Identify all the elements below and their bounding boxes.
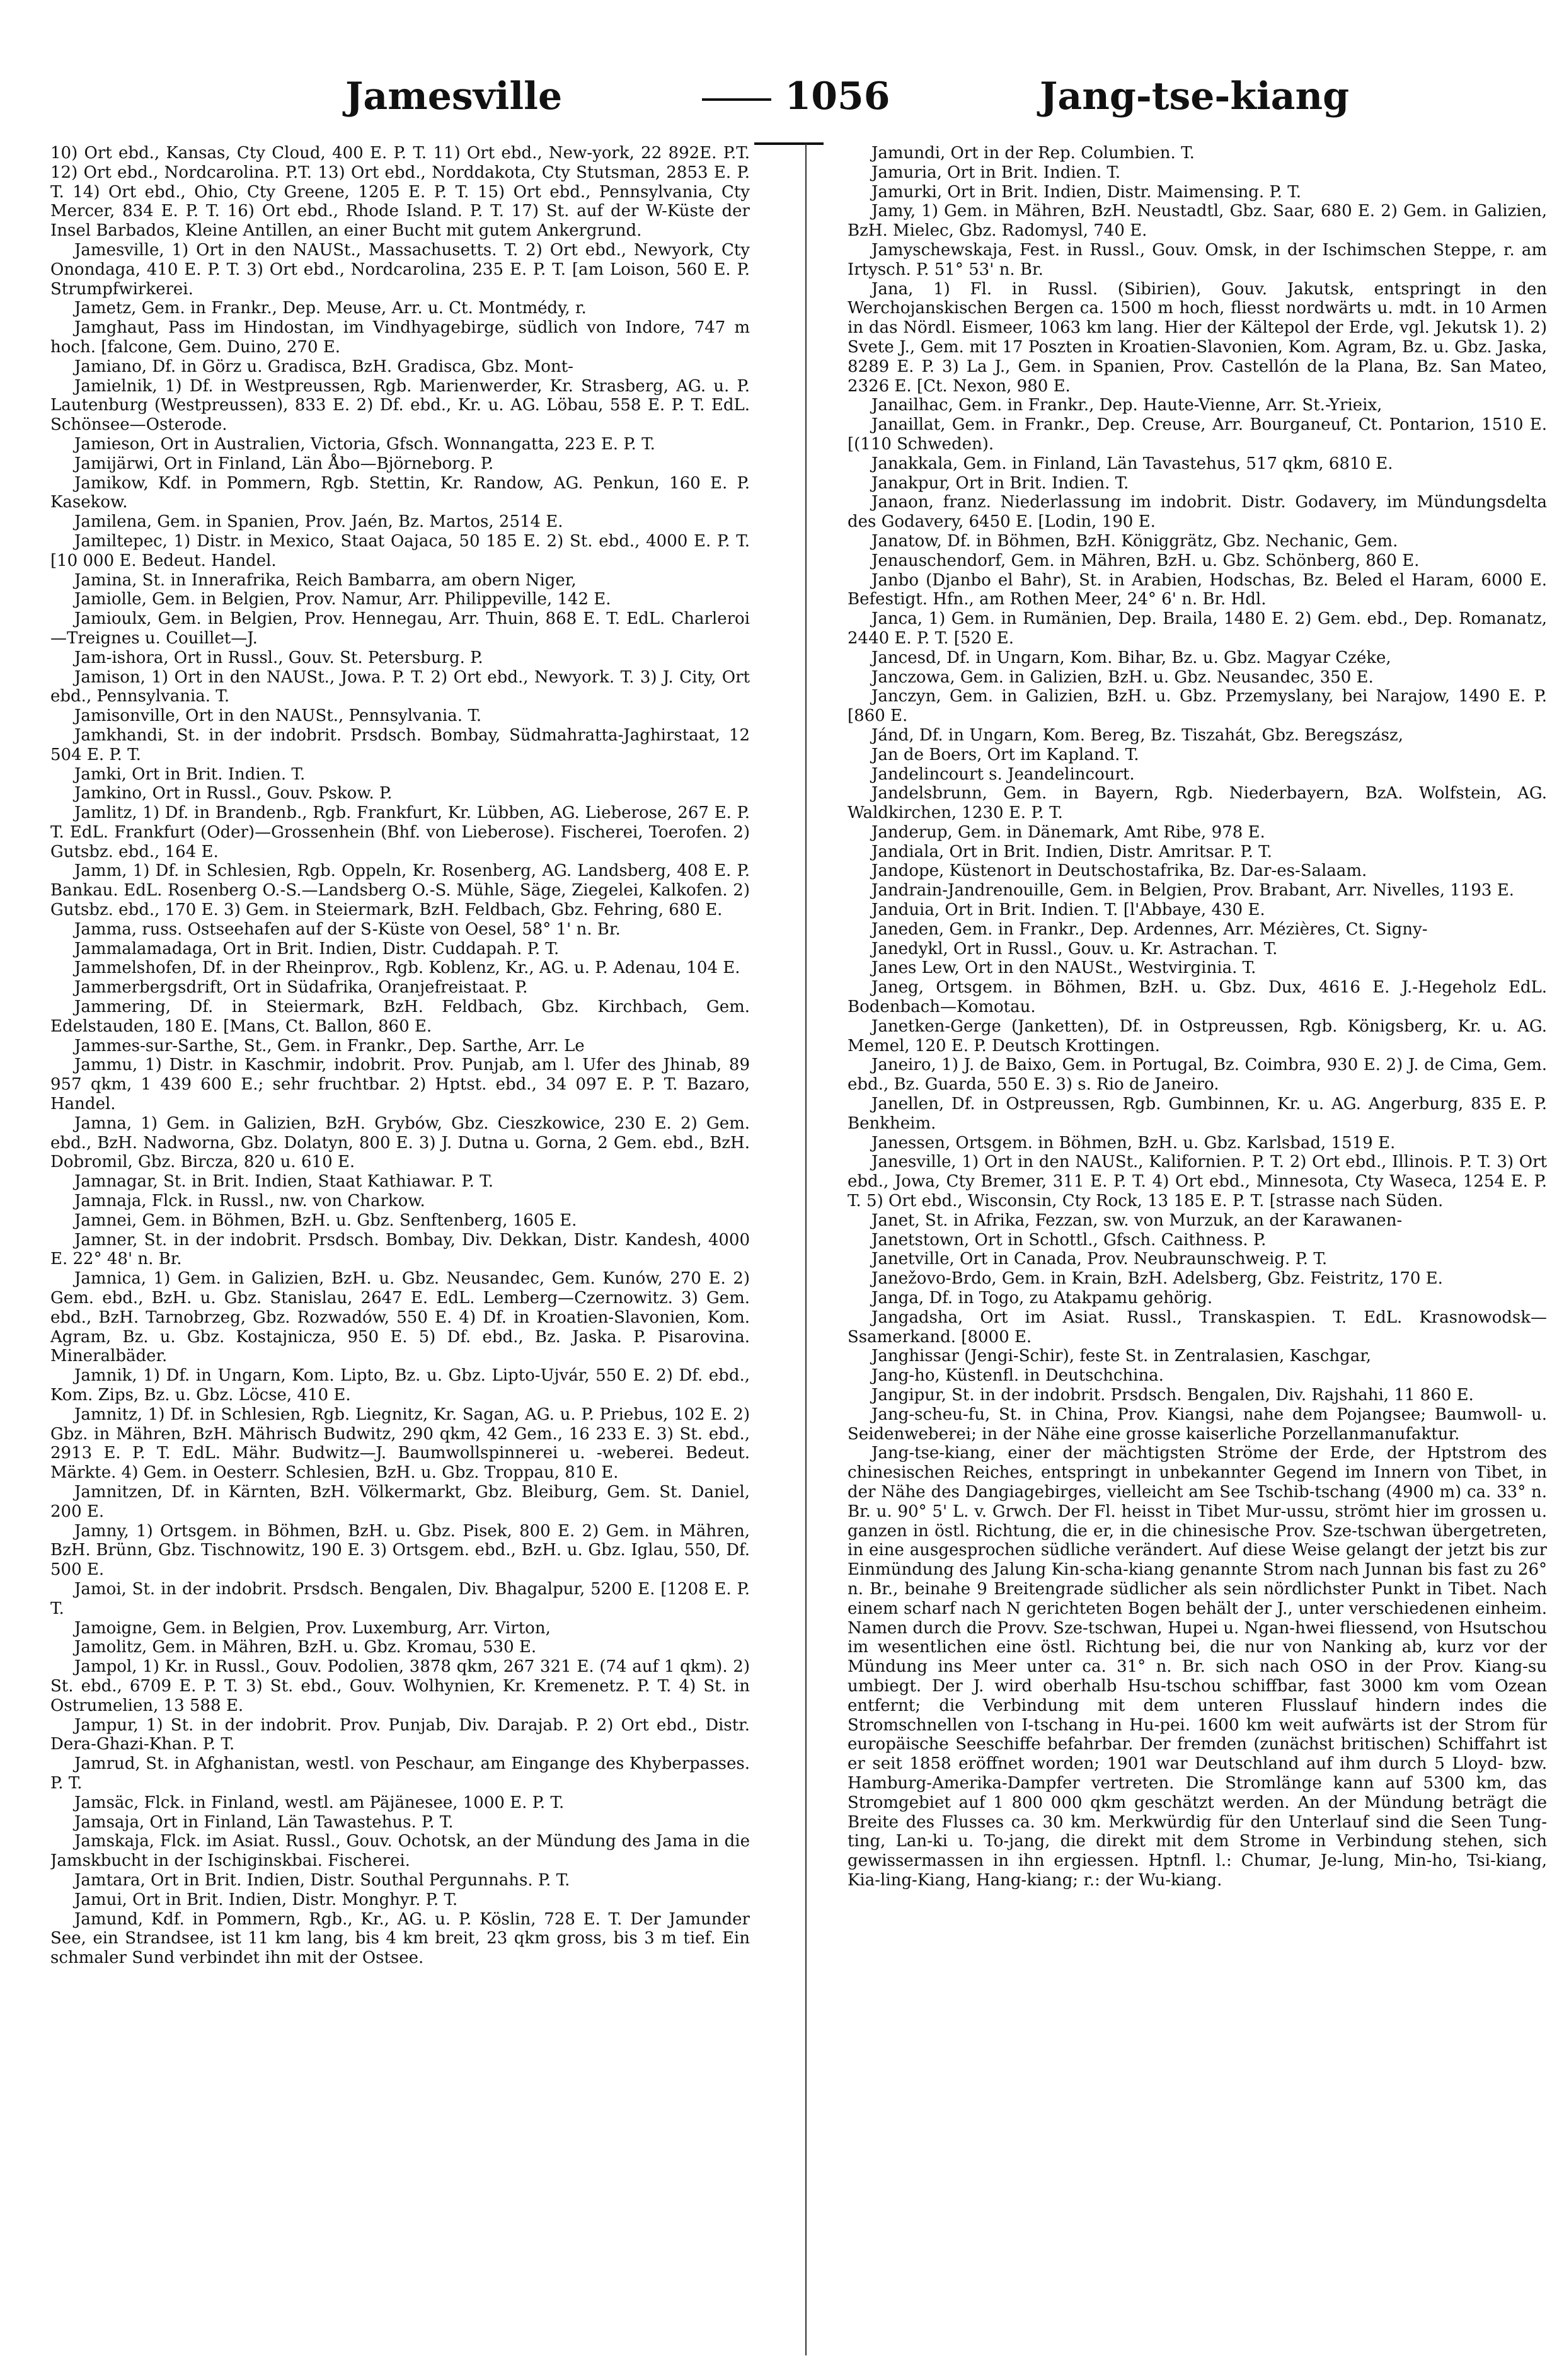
dictionary-entry: Jamnagar, St. in Brit. Indien, Staat Kathiawar. P. T. — [74, 1172, 493, 1192]
dictionary-entry: Janežovo-Brdo, Gem. in Krain, BzH. Adelsberg, Gbz. Feistritz, 170 E. — [871, 1269, 1443, 1289]
dictionary-entry: Jamy, 1) Gem. in Mähren, BzH. Neustadtl, Gbz. Saar, 680 E. 2) Gem. in Galizien, BzH. Mielec, Gbz. Radomysl, 740 E. — [848, 202, 1547, 241]
dictionary-entry: Jammu, 1) Distr. in Kaschmir, indobrit. Prov. Punjab, am l. Ufer des Jhinab, 89 957 qkm, 1 439 600 E.; sehr fruchtbar. 2) Hptst. ebd., 34 097 E. P. T. Bazaro, Handel. — [50, 1055, 750, 1114]
dictionary-entry: Jamieson, Ort in Australien, Victoria, Gfsch. Wonnangatta, 223 E. P. T. — [74, 434, 655, 454]
dictionary-entry: Jamnik, 1) Df. in Ungarn, Kom. Lipto, Bz. u. Gbz. Lipto-Ujvár, 550 E. 2) Df. ebd., Kom. Zips, Bz. u. Gbz. Löcse, 410 E. — [50, 1366, 750, 1405]
dictionary-entry: Jamskaja, Flck. im Asiat. Russl., Gouv. Ochotsk, an der Mündung des Jama in die Jamskbucht in der Ischiginskbai. Fischerei. — [50, 1832, 750, 1871]
dictionary-entry: Janaillat, Gem. in Frankr., Dep. Creuse, Arr. Bourganeuf, Ct. Pontarion, 1510 E. [(110 Schweden). — [848, 415, 1547, 454]
dictionary-entry: Janca, 1) Gem. in Rumänien, Dep. Braila, 1480 E. 2) Gem. ebd., Dep. Romanatz, 2440 E. P. T. [520 E. — [848, 609, 1547, 648]
dictionary-entry: Janes Lew, Ort in den NAUSt., Westvirginia. T. — [871, 958, 1256, 978]
dictionary-entry: Jamiano, Df. in Görz u. Gradisca, BzH. Gradisca, Gbz. Mont- — [74, 357, 573, 376]
dictionary-entry: Jangipur, St. in der indobrit. Prsdsch. Bengalen, Div. Rajshahi, 11 860 E. — [871, 1386, 1474, 1405]
dictionary-entry: Jang-ho, Küstenfl. in Deutschchina. — [871, 1366, 1164, 1386]
dictionary-entry: Jenauschendorf, Gem. in Mähren, BzH. u. Gbz. Schönberg, 860 E. — [871, 551, 1420, 570]
dictionary-entry: Janga, Df. in Togo, zu Atakpamu gehörig. — [871, 1289, 1213, 1308]
dictionary-entry: Janduia, Ort in Brit. Indien. T. [l'Abbaye, 430 E. — [871, 900, 1265, 920]
dictionary-entry: Janeden, Gem. in Frankr., Dep. Ardennes, Arr. Mézières, Ct. Signy- — [871, 919, 1428, 939]
header-dash-right — [754, 142, 824, 145]
dictionary-entry: Jamsaja, Ort in Finland, Län Tawastehus. P. T. — [74, 1812, 454, 1832]
dictionary-entry: Janczowa, Gem. in Galizien, BzH. u. Gbz. Neusandec, 350 E. — [871, 667, 1374, 687]
dictionary-entry: Janderup, Gem. in Dänemark, Amt Ribe, 978 E. — [871, 822, 1265, 842]
page-header — [0, 74, 1552, 137]
dictionary-entry: Jamundi, Ort in der Rep. Columbien. T. — [871, 144, 1195, 163]
dictionary-entry: Jamnaja, Flck. in Russl., nw. von Charkow. — [74, 1192, 425, 1211]
right-column — [848, 144, 1547, 2362]
dictionary-entry: Jammes-sur-Sarthe, St., Gem. in Frankr., Dep. Sarthe, Arr. Le — [74, 1036, 585, 1055]
dictionary-entry: Jam-ishora, Ort in Russl., Gouv. St. Petersburg. P. — [74, 648, 483, 667]
dictionary-entry: Jamkino, Ort in Russl., Gouv. Pskow. P. — [74, 784, 393, 803]
dictionary-entry: Jamsäc, Flck. in Finland, westl. am Päjänesee, 1000 E. P. T. — [74, 1793, 565, 1812]
dictionary-entry: 10) Ort ebd., Kansas, Cty Cloud, 400 E. P. T. 11) Ort ebd., New-york, 22 892E. P.T. 12) Ort ebd., Nordcarolina. P.T. 13) Ort ebd., Norddakota, Cty Stutsman, 2853 E. P. T. 14) Ort ebd., Ohio, Cty Greene, 1205 E. P. T. 15) Ort ebd., Pennsylvania, Cty Mercer, 834 E. P. T. 16) Ort ebd., Rhode Island. P. T. 17) St. auf der W-Küste der Insel Barbados, Kleine Antillen, an einer Bucht mit gutem Ankergrund. — [50, 144, 750, 241]
dictionary-entry: Jandiala, Ort in Brit. Indien, Distr. Amritsar. P. T. — [871, 842, 1272, 861]
dictionary-entry: Janaon, franz. Niederlassung im indobrit. Distr. Godavery, im Mündungsdelta des Godavery, 6450 E. [Lodin, 190 E. — [848, 493, 1547, 532]
dictionary-entry: Jamyschewskaja, Fest. in Russl., Gouv. Omsk, in der Ischimschen Steppe, r. am Irtysch. P. 51° 53' n. Br. — [848, 240, 1547, 279]
dictionary-entry: Jamtara, Ort in Brit. Indien, Distr. Southal Pergunnahs. P. T. — [74, 1870, 570, 1890]
dictionary-entry: Janghissar (Jengi-Schir), feste St. in Zentralasien, Kaschgar, — [871, 1347, 1372, 1366]
dictionary-entry: Jamnitzen, Df. in Kärnten, BzH. Völkermarkt, Gbz. Bleiburg, Gem. St. Daniel, 200 E. — [50, 1482, 750, 1521]
dictionary-entry: Jamiltepec, 1) Distr. in Mexico, Staat Oajaca, 50 185 E. 2) St. ebd., 4000 E. P. T. [10 000 E. Bedeut. Handel. — [50, 531, 750, 570]
dictionary-entry: Janessen, Ortsgem. in Böhmen, BzH. u. Gbz. Karlsbad, 1519 E. — [871, 1133, 1396, 1153]
dictionary-entry: Jamesville, 1) Ort in den NAUSt., Massachusetts. T. 2) Ort ebd., Newyork, Cty Onondaga, 410 E. P. T. 3) Ort ebd., Nordcarolina, 235 E. P. T. [am Loison, 560 E. P. Strumpfwirkerei. — [50, 240, 750, 299]
left-column — [50, 144, 750, 2362]
dictionary-entry: Jammering, Df. in Steiermark, BzH. Feldbach, Gbz. Kirchbach, Gem. Edelstauden, 180 E. [Mans, Ct. Ballon, 860 E. — [50, 997, 750, 1036]
dictionary-entry: Janetville, Ort in Canada, Prov. Neubraunschweig. P. T. — [871, 1250, 1328, 1269]
dictionary-entry: Jampol, 1) Kr. in Russl., Gouv. Podolien, 3878 qkm, 267 321 E. (74 auf 1 qkm). 2) St. ebd., 6709 E. P. T. 3) St. ebd., Gouv. Wolhynien, Kr. Kremenetz. P. T. 4) St. in Ostrumelien, 13 588 E. — [50, 1657, 750, 1715]
dictionary-entry: Jametz, Gem. in Frankr., Dep. Meuse, Arr. u. Ct. Montmédy, r. — [74, 299, 587, 318]
dictionary-entry: Jamny, 1) Ortsgem. in Böhmen, BzH. u. Gbz. Pisek, 800 E. 2) Gem. in Mähren, BzH. Brünn, Gbz. Tischnowitz, 190 E. 3) Ortsgem. ebd., BzH. u. Gbz. Iglau, 550, Df. 500 E. — [50, 1521, 750, 1580]
dictionary-entry: Janedykl, Ort in Russl., Gouv. u. Kr. Astrachan. T. — [871, 939, 1278, 958]
dictionary-entry: Janbo (Djanbo el Bahr), St. in Arabien, Hodschas, Bz. Beled el Haram, 6000 E. Befestigt. Hfn., am Rothen Meer, 24° 6' n. Br. Hdl. — [848, 570, 1547, 609]
dictionary-entry: Jamnitz, 1) Df. in Schlesien, Rgb. Liegnitz, Kr. Sagan, AG. u. P. Priebus, 102 E. 2) Gbz. in Mähren, BzH. Mährisch Budwitz, 290 qkm, 42 Gem., 16 233 E. 3) St. ebd., 2913 E. P. T. EdL. Mähr. Budwitz—J. Baumwollspinnerei u. -weberei. Bedeut. Märkte. 4) Gem. in Oesterr. Schlesien, BzH. u. Gbz. Troppau, 810 E. — [50, 1405, 750, 1483]
dictionary-entry: Jana, 1) Fl. in Russl. (Sibirien), Gouv. Jakutsk, entspringt in den Werchojanskischen Bergen ca. 1500 m hoch, fliesst nordwärts u. mdt. in 10 Armen in das Nördl. Eismeer, 1063 km lang. Hier der Kältepol der Erde, vgl. Jekutsk 1). 2) Svete J., Gem. mit 17 Poszten in Kroatien-Slavonien, Kom. Agram, Bz. u. Gbz. Jaska, 8289 E. P. 3) La J., Gem. in Spanien, Prov. Castellón de la Plana, Bz. San Mateo, 2326 E. [Ct. Nexon, 980 E. — [848, 279, 1547, 396]
dictionary-entry: Janetstown, Ort in Schottl., Gfsch. Caithness. P. — [871, 1230, 1267, 1250]
dictionary-entry: Jamnica, 1) Gem. in Galizien, BzH. u. Gbz. Neusandec, Gem. Kunów, 270 E. 2) Gem. ebd., BzH. u. Gbz. Stanislau, 2647 E. EdL. Lemberg—Czernowitz. 3) Gem. ebd., BzH. Tarnobrzeg, Gbz. Rozwadów, 550 E. 4) Df. in Kroatien-Slavonien, Kom. Agram, Bz. u. Gbz. Kostajnicza, 950 E. 5) Df. ebd., Bz. Jaska. P. Pisarovina. Mineralbäder. — [50, 1269, 750, 1366]
dictionary-entry: Jamner, St. in der indobrit. Prsdsch. Bombay, Div. Dekkan, Distr. Kandesh, 4000 E. 22° 48' n. Br. — [50, 1230, 750, 1269]
dictionary-entry: Jamilena, Gem. in Spanien, Prov. Jaén, Bz. Martos, 2514 E. — [74, 512, 563, 532]
dictionary-entry: Jánd, Df. in Ungarn, Kom. Bereg, Bz. Tiszahát, Gbz. Beregszász, — [871, 725, 1403, 745]
column-divider — [805, 144, 807, 2355]
dictionary-entry: Jammerbergsdrift, Ort in Südafrika, Oranjefreistaat. P. — [74, 978, 528, 997]
dictionary-entry: Janellen, Df. in Ostpreussen, Rgb. Gumbinnen, Kr. u. AG. Angerburg, 835 E. P. Benkheim. — [848, 1095, 1547, 1133]
dictionary-entry: Janakpur, Ort in Brit. Indien. T. — [871, 473, 1129, 493]
dictionary-entry: Janetken-Gerge (Janketten), Df. in Ostpreussen, Rgb. Königsberg, Kr. u. AG. Memel, 120 E. P. Deutsch Krottingen. — [848, 1016, 1547, 1055]
dictionary-entry: Jancesd, Df. in Ungarn, Kom. Bihar, Bz. u. Gbz. Magyar Czéke, — [871, 648, 1391, 667]
dictionary-entry: Jamina, St. in Innerafrika, Reich Bambarra, am obern Niger, — [74, 570, 577, 590]
dictionary-entry: Jamkhandi, St. in der indobrit. Prsdsch. Bombay, Südmahratta-Jaghirstaat, 12 504 E. P. T. — [50, 725, 750, 764]
dictionary-entry: Jamlitz, 1) Df. in Brandenb., Rgb. Frankfurt, Kr. Lübben, AG. Lieberose, 267 E. P. T. EdL. Frankfurt (Oder)—Grossenhein (Bhf. von Lieberose). Fischerei, Toerofen. 2) Gutsbz. ebd., 164 E. — [50, 803, 750, 861]
dictionary-entry: Jamrud, St. in Afghanistan, westl. von Peschaur, am Eingange des Khyberpasses. P. T. — [50, 1754, 750, 1793]
dictionary-entry: Janailhac, Gem. in Frankr., Dep. Haute-Vienne, Arr. St.-Yrieix, — [871, 396, 1382, 415]
dictionary-entry: Jandelsbrunn, Gem. in Bayern, Rgb. Niederbayern, BzA. Wolfstein, AG. Waldkirchen, 1230 E. P. T. — [848, 784, 1547, 823]
dictionary-entry: Jan de Boers, Ort im Kapland. T. — [871, 745, 1139, 764]
dictionary-entry: Janatow, Df. in Böhmen, BzH. Königgrätz, Gbz. Nechanic, Gem. — [871, 531, 1398, 551]
dictionary-entry: Jandelincourt s. Jeandelincourt. — [871, 764, 1135, 784]
header-left-word: Jamesville — [345, 74, 563, 118]
dictionary-entry: Jammalamadaga, Ort in Brit. Indien, Distr. Cuddapah. P. T. — [74, 939, 560, 958]
dictionary-entry: Janeg, Ortsgem. in Böhmen, BzH. u. Gbz. Dux, 4616 E. J.-Hegeholz EdL. Bodenbach—Komotau. — [848, 978, 1547, 1017]
dictionary-entry: Jamoi, St. in der indobrit. Prsdsch. Bengalen, Div. Bhagalpur, 5200 E. [1208 E. P. T. — [50, 1579, 750, 1618]
dictionary-entry: Janesville, 1) Ort in den NAUSt., Kalifornien. P. T. 2) Ort ebd., Illinois. P. T. 3) Ort ebd., Jowa, Cty Bremer, 311 E. P. T. 4) Ort ebd., Minnesota, Cty Waseca, 1254 E. P. T. 5) Ort ebd., Wisconsin, Cty Rock, 13 185 E. P. T. [strasse nach Süden. — [848, 1153, 1547, 1211]
dictionary-entry: Jamioulx, Gem. in Belgien, Prov. Hennegau, Arr. Thuin, 868 E. T. EdL. Charleroi—Treignes u. Couillet—J. — [50, 609, 750, 648]
dictionary-entry: Jamijärwi, Ort in Finland, Län Åbo—Björneborg. P. — [74, 454, 494, 473]
dictionary-entry: Jammelshofen, Df. in der Rheinprov., Rgb. Koblenz, Kr., AG. u. P. Adenau, 104 E. — [74, 958, 740, 978]
dictionary-entry: Jamund, Kdf. in Pommern, Rgb., Kr., AG. u. P. Köslin, 728 E. T. Der Jamunder See, ein Strandsee, ist 11 km lang, bis 4 km breit, 23 qkm gross, bis 3 m tief. Ein schmaler Sund verbindet ihn mit der Ostsee. — [50, 1909, 750, 1968]
dictionary-entry: Jamm, 1) Df. in Schlesien, Rgb. Oppeln, Kr. Rosenberg, AG. Landsberg, 408 E. P. Bankau. EdL. Rosenberg O.-S.—Landsberg O.-S. Mühle, Säge, Ziegelei, Kalkofen. 2) Gutsbz. ebd., 170 E. 3) Gem. in Steiermark, BzH. Feldbach, Gbz. Fehring, 680 E. — [50, 861, 750, 920]
dictionary-entry: Jamiolle, Gem. in Belgien, Prov. Namur, Arr. Philippeville, 142 E. — [74, 590, 611, 609]
dictionary-entry: Jamolitz, Gem. in Mähren, BzH. u. Gbz. Kromau, 530 E. — [74, 1638, 537, 1657]
dictionary-entry: Jampur, 1) St. in der indobrit. Prov. Punjab, Div. Darajab. P. 2) Ort ebd., Distr. Dera-Ghazi-Khan. P. T. — [50, 1715, 750, 1754]
dictionary-entry: Jandrain-Jandrenouille, Gem. in Belgien, Prov. Brabant, Arr. Nivelles, 1193 E. — [871, 881, 1514, 900]
header-right-word: Jang-tse-kiang — [1040, 74, 1350, 118]
dictionary-entry: Jang-tse-kiang, einer der mächtigsten Ströme der Erde, der Hptstrom des chinesischen Reiches, entspringt in unbekannter Gegend im Innern von Tibet, in der Nähe des Dangiagebirges, vielleicht am See Tschib-tschang (4900 m) ca. 33° n. Br. u. 90° 5' L. v. Grwch. Der Fl. heisst in Tibet Mur-ussu, strömt hier im grossen u. ganzen in östl. Richtung, die er, in die chinesische Prov. Sze-tschwan übergetreten, in eine ausgesprochen südliche verändert. Auf diese Weise gelangt der jetzt bis zur Einmündung des Jalung Kin-scha-kiang genannte Strom nach Junnan bis fast zu 26° n. Br., beinahe 9 Breitengrade südlicher als sein nördlichster Punkt in Tibet. Nach einem scharf nach N gerichteten Bogen behält der J., unter verschiedenen einheim. Namen durch die Provv. Sze-tschwan, Hupei u. Ngan-hwei fliessend, von Hsutschou im wesentlichen eine östl. Richtung bei, die nur von Nanking ab, kurz vor der Mündung ins Meer unter ca. 31° n. Br. sich nach OSO in der Prov. Kiang-su umbiegt. Der J. wird oberhalb Hsu-tschou schiffbar, fast 3000 km vom Ozean entfernt; die Verbindung mit dem unteren Flusslauf hindern indes die Stromschnellen von I-tschang in Hu-pei. 1600 km weit aufwärts ist der Strom für europäische Seeschiffe befahrbar. Der fremden (zunächst britischen) Schiffahrt ist er seit 1858 eröffnet worden; 1901 war Deutschland auf ihm durch 5 Lloyd- bzw. Hamburg-Amerika-Dampfer vertreten. Die Stromlänge kann auf 5300 km, das Stromgebiet auf 1 800 000 qkm geschätzt werden. An der Mündung beträgt die Breite des Flusses ca. 30 km. Merkwürdig für den Unterlauf sind die Seen Tung-ting, Lan-ki u. To-jang, die direkt mit dem Strome in Verbindung stehen, sich gewissermassen in ihn ergiessen. Hptnfl. l.: Chumar, Je-lung, Min-ho, Tsi-kiang, Kia-ling-Kiang, Hang-kiang; r.: der Wu-kiang. — [848, 1444, 1547, 1890]
dictionary-entry: Jamui, Ort in Brit. Indien, Distr. Monghyr. P. T. — [74, 1890, 458, 1909]
dictionary-entry: Jang-scheu-fu, St. in China, Prov. Kiangsi, nahe dem Pojangsee; Baumwoll- u. Seidenweberei; in der Nähe eine grosse kaiserliche Porzellanmanufaktur. — [848, 1405, 1547, 1444]
dictionary-entry: Janczyn, Gem. in Galizien, BzH. u. Gbz. Przemyslany, bei Narajow, 1490 E. P. [860 E. — [848, 687, 1547, 726]
dictionary-entry: Jamnei, Gem. in Böhmen, BzH. u. Gbz. Senftenberg, 1605 E. — [74, 1210, 577, 1230]
dictionary-entry: Jamghaut, Pass im Hindostan, im Vindhyagebirge, südlich von Indore, 747 m hoch. [falcone, Gem. Duino, 270 E. — [50, 318, 750, 357]
dictionary-entry: Jamison, 1) Ort in den NAUSt., Jowa. P. T. 2) Ort ebd., Newyork. T. 3) J. City, Ort ebd., Pennsylvania. T. — [50, 667, 750, 706]
page-number: 1056 — [785, 74, 890, 118]
dictionary-entry: Jamisonville, Ort in den NAUSt., Pennsylvania. T. — [74, 706, 482, 726]
dictionary-entry: Janakkala, Gem. in Finland, Län Tavastehus, 517 qkm, 6810 E. — [871, 454, 1393, 473]
dictionary-entry: Janet, St. in Afrika, Fezzan, sw. von Murzuk, an der Karawanen- — [871, 1210, 1403, 1230]
dictionary-entry: Jamielnik, 1) Df. in Westpreussen, Rgb. Marienwerder, Kr. Strasberg, AG. u. P. Lautenburg (Westpreussen), 833 E. 2) Df. ebd., Kr. u. AG. Löbau, 558 E. P. T. EdL. Schönsee—Osterode. — [50, 376, 750, 435]
dictionary-entry: Jamna, 1) Gem. in Galizien, BzH. Grybów, Gbz. Cieszkowice, 230 E. 2) Gem. ebd., BzH. Nadworna, Gbz. Dolatyn, 800 E. 3) J. Dutna u. Gorna, 2 Gem. ebd., BzH. Dobromil, Gbz. Bircza, 820 u. 610 E. — [50, 1113, 750, 1172]
dictionary-entry: Janeiro, 1) J. de Baixo, Gem. in Portugal, Bz. Coimbra, 930 E. 2) J. de Cima, Gem. ebd., Bz. Guarda, 550 E. 3) s. Rio de Janeiro. — [848, 1055, 1547, 1095]
dictionary-entry: Jangadsha, Ort im Asiat. Russl., Transkaspien. T. EdL. Krasnowodsk—Ssamerkand. [8000 E. — [848, 1308, 1547, 1347]
dictionary-entry: Jamki, Ort in Brit. Indien. T. — [74, 764, 306, 784]
dictionary-entry: Jamuria, Ort in Brit. Indien. T. — [871, 163, 1121, 182]
dictionary-entry: Jamma, russ. Ostseehafen auf der S-Küste von Oesel, 58° 1' n. Br. — [74, 919, 621, 939]
dictionary-entry: Jamoigne, Gem. in Belgien, Prov. Luxemburg, Arr. Virton, — [74, 1618, 551, 1638]
dictionary-entry: Jandope, Küstenort in Deutschostafrika, Bz. Dar-es-Salaam. — [871, 861, 1367, 881]
header-dash-left — [702, 98, 771, 101]
dictionary-entry: Jamikow, Kdf. in Pommern, Rgb. Stettin, Kr. Randow, AG. Penkun, 160 E. P. Kasekow. — [50, 473, 750, 512]
dictionary-entry: Jamurki, Ort in Brit. Indien, Distr. Maimensing. P. T. — [871, 182, 1301, 202]
